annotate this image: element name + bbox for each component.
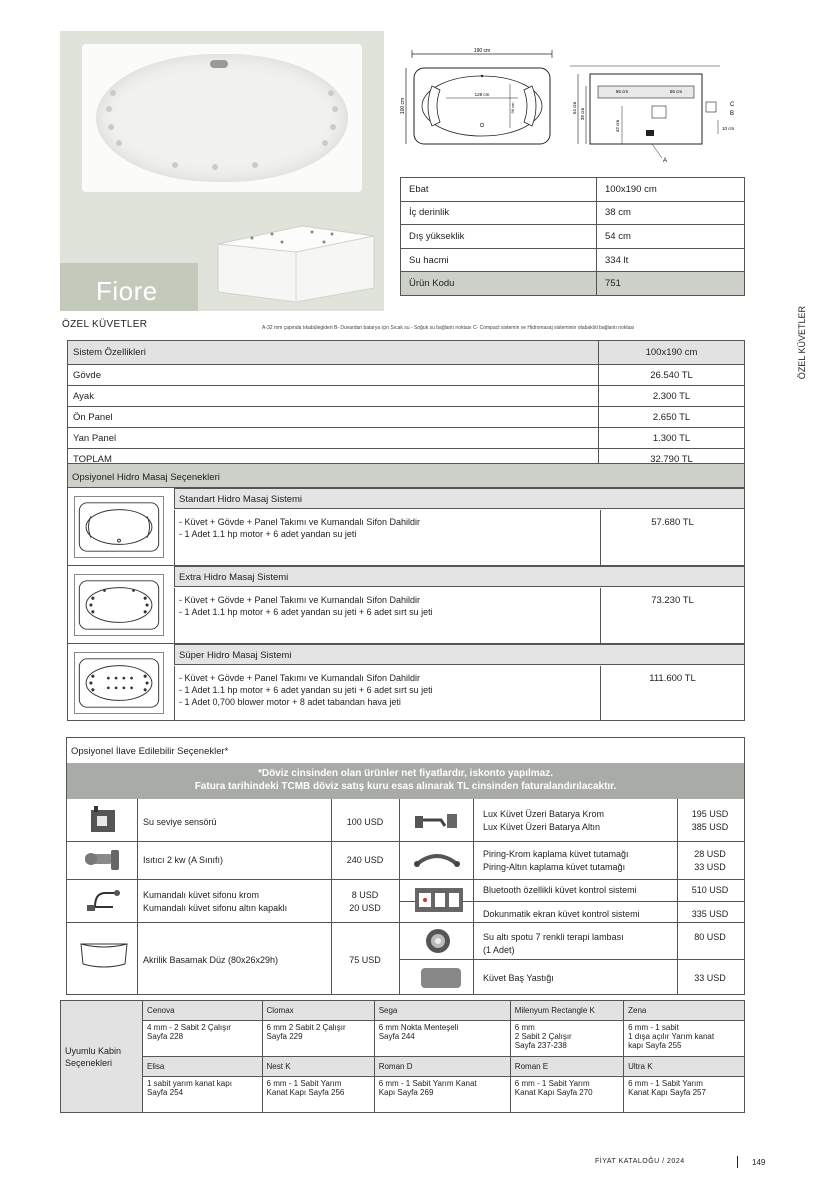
option-label: Bluetooth özellikli küvet kontrol sistemi [483, 885, 637, 895]
hydro-massage-box [67, 463, 745, 721]
letter-b: B [730, 111, 735, 117]
cabin-detail: 6 mm - 1 Sabit Yarım Kanat Kapı Sayfa 257 [624, 1077, 745, 1113]
hydro-system-price: 73.230 TL [600, 588, 744, 643]
option-label: Kumandalı küvet sifonu krom Kumandalı küvet sifonu altın kapaklı [143, 890, 288, 913]
dim-depth-b: 38 cm [580, 107, 585, 121]
drain-siphon-icon [83, 885, 123, 917]
cabin-detail: 6 mm 2 Sabit 2 Çalışır Sayfa 237-238 [510, 1021, 623, 1057]
spec-row: Dış yükseklik 54 cm [401, 225, 745, 249]
dim-height: 100 cm [400, 97, 406, 115]
bathtub-top-photo [82, 44, 362, 192]
cabin-name: Roman E [510, 1057, 623, 1077]
bathtub-side-photo [212, 222, 380, 304]
bath-mixer-icon [411, 808, 463, 834]
hydro-system-name: Standart Hidro Masaj Sistemi [174, 488, 744, 509]
cabin-detail: 6 mm 2 Sabit 2 Çalışır Sayfa 229 [262, 1021, 374, 1057]
hydro-system-desc: - Küvet + Gövde + Panel Takımı ve Kumandalı Sifon Dahildir - 1 Adet 1.1 hp motor + 6 adet yandan su jeti [174, 510, 600, 565]
option-price: 33 USD [694, 973, 726, 983]
cabin-detail: 6 mm - 1 sabit 1 dışa açılır Yarım kanat kapı Sayfa 255 [624, 1021, 745, 1057]
cabin-name: Cenova [143, 1001, 263, 1021]
currency-notice-banner: *Döviz cinsinden olan ürünler net fiyatlardır, iskonto yapılmaz. Fatura tarihindeki TCMB döviz satış kuru esas alınarak TL cinsinden faturalandırılacaktır. [67, 763, 744, 799]
footer-divider [737, 1156, 738, 1168]
option-price: 8 USD 20 USD [349, 890, 381, 913]
cabin-name: Roman D [374, 1057, 510, 1077]
hydro-system-name: Extra Hidro Masaj Sistemi [174, 566, 744, 587]
dim-inner-width: 128 cm [474, 92, 490, 97]
cabin-name: Ultra K [624, 1057, 745, 1077]
catalog-footer: FİYAT KATALOĞU / 2024 [595, 1158, 685, 1165]
hydro-system-price: 57.680 TL [600, 510, 744, 565]
price-row: Yan Panel 1.300 TL [68, 428, 745, 449]
cabin-name: Milenyum Rectangle K [510, 1001, 623, 1021]
option-price: 195 USD 385 USD [691, 809, 729, 832]
cabin-detail: 4 mm - 2 Sabit 2 Çalışır Sayfa 228 [143, 1021, 263, 1057]
price-row: Gövde 26.540 TL [68, 365, 745, 386]
tub-handle-icon [411, 846, 463, 874]
dim-depth-d: 42 cm [615, 119, 620, 133]
price-row: Ön Panel 2.650 TL [68, 407, 745, 428]
water-level-sensor-icon [87, 804, 121, 836]
product-name: Fiore [96, 276, 158, 306]
spec-row: Ebat 100x190 cm [401, 178, 745, 202]
price-row: Ayak 2.300 TL [68, 386, 745, 407]
hydro-system-price: 111.600 TL [600, 666, 744, 721]
price-table [67, 340, 745, 470]
hydro-extra-diagram [74, 574, 164, 636]
underwater-light-icon [423, 926, 453, 956]
option-price: 335 USD [691, 909, 729, 919]
page-number: 149 [752, 1158, 766, 1167]
dim-width: 190 cm [473, 48, 491, 54]
hydro-system-name: Süper Hidro Masaj Sistemi [174, 644, 744, 665]
technical-drawing [400, 46, 745, 164]
compatible-cabins-table [60, 1000, 745, 1113]
option-label: Su altı spotu 7 renkli terapi lambası (1 Adet) [483, 932, 624, 955]
cabin-name: Elisa [143, 1057, 263, 1077]
side-section-label: ÖZEL KÜVETLER [797, 306, 807, 380]
option-label: Isıtıcı 2 kw (A Sınıfı) [143, 855, 224, 865]
cabin-detail: 6 mm - 1 Sabit Yarım Kanat Kapı Sayfa 270 [510, 1077, 623, 1113]
section-title: ÖZEL KÜVETLER [62, 319, 148, 330]
price-header-row [68, 341, 745, 365]
option-label: Su seviye sensörü [143, 817, 217, 827]
cabin-name: Sega [374, 1001, 510, 1021]
hydro-system-desc: - Küvet + Gövde + Panel Takımı ve Kumandalı Sifon Dahildir - 1 Adet 1.1 hp motor + 6 adet yandan su jeti + 6 adet sırt su jeti [174, 588, 600, 643]
cabin-name: Nest K [262, 1057, 374, 1077]
option-label: Küvet Baş Yastığı [483, 973, 554, 983]
legend-note: A-32 mm çapında tıkabülegideri B- Duvardan batarya için Sıcak su - Soğuk su bağlantı noktası C- Compact sistemin ve Hidromasaj sisteminin otabaklıti bağlantı noktası [262, 325, 635, 331]
cabin-name: Zena [624, 1001, 745, 1021]
option-price: 28 USD 33 USD [694, 849, 726, 872]
letter-c: C [730, 102, 735, 108]
spec-table [400, 177, 745, 296]
option-price: 100 USD [346, 817, 384, 827]
acrylic-step-icon [77, 934, 131, 974]
cabins-label: Uyumlu Kabin Seçenekleri [61, 1001, 143, 1113]
option-label: Piring-Krom kaplama küvet tutamağı Piring-Altın kaplama küvet tutamağı [483, 849, 629, 872]
hydro-standard-diagram [74, 496, 164, 558]
hydro-system-desc: - Küvet + Gövde + Panel Takımı ve Kumandalı Sifon Dahildir - 1 Adet 1.1 hp motor + 6 adet yandan su jeti + 6 adet sırt su jeti - 1 Adet 0,700 blower motor + 8 adet tabandan hava jeti [174, 666, 600, 721]
spec-row: İç derinlik 38 cm [401, 201, 745, 225]
control-panel-icon [413, 886, 465, 914]
dim-inner-height: 36 cm [510, 102, 515, 114]
option-price: 80 USD [694, 932, 726, 942]
hydro-super-diagram [74, 652, 164, 714]
option-price: 240 USD [346, 855, 384, 865]
price-header-value: 100x190 cm [599, 341, 745, 365]
hydro-title: Opsiyonel Hidro Masaj Seçenekleri [68, 464, 744, 488]
dim-depth-a: 54 cm [572, 101, 577, 115]
dim-side-b: 55 cm [669, 89, 683, 94]
heater-icon [81, 846, 125, 874]
option-price: 75 USD [349, 955, 381, 965]
option-label: Dokunmatik ekran küvet kontrol sistemi [483, 909, 640, 919]
option-label: Akrilik Basamak Düz (80x26x29h) [143, 955, 279, 965]
cabin-name: Clomax [262, 1001, 374, 1021]
options-title: Opsiyonel İlave Edilebilir Seçenekler* [71, 746, 229, 757]
price-header-label: Sistem Özellikleri [68, 341, 599, 365]
dim-depth-c: 10 cm [722, 126, 735, 131]
cabin-detail: 6 mm - 1 Sabit Yarım Kanat Kapı Sayfa 269 [374, 1077, 510, 1113]
cabin-detail: 6 mm Nokta Menteşeli Sayfa 244 [374, 1021, 510, 1057]
head-pillow-icon [419, 966, 463, 990]
options-box [66, 737, 745, 995]
letter-a: A [663, 158, 668, 164]
option-label: Lux Küvet Üzeri Batarya Krom Lux Küvet Üzeri Batarya Altın [483, 809, 605, 832]
cabin-detail: 1 sabit yarım kanat kapı Sayfa 254 [143, 1077, 263, 1113]
dim-side-a: 55 cm [615, 89, 629, 94]
spec-row: Su hacmi 334 lt [401, 248, 745, 272]
cabin-detail: 6 mm - 1 Sabit Yarım Kanat Kapı Sayfa 256 [262, 1077, 374, 1113]
option-price: 510 USD [691, 885, 729, 895]
price-row: TOPLAM 32.790 TL [68, 449, 745, 470]
spec-row: Ürün Kodu 751 [401, 272, 745, 296]
